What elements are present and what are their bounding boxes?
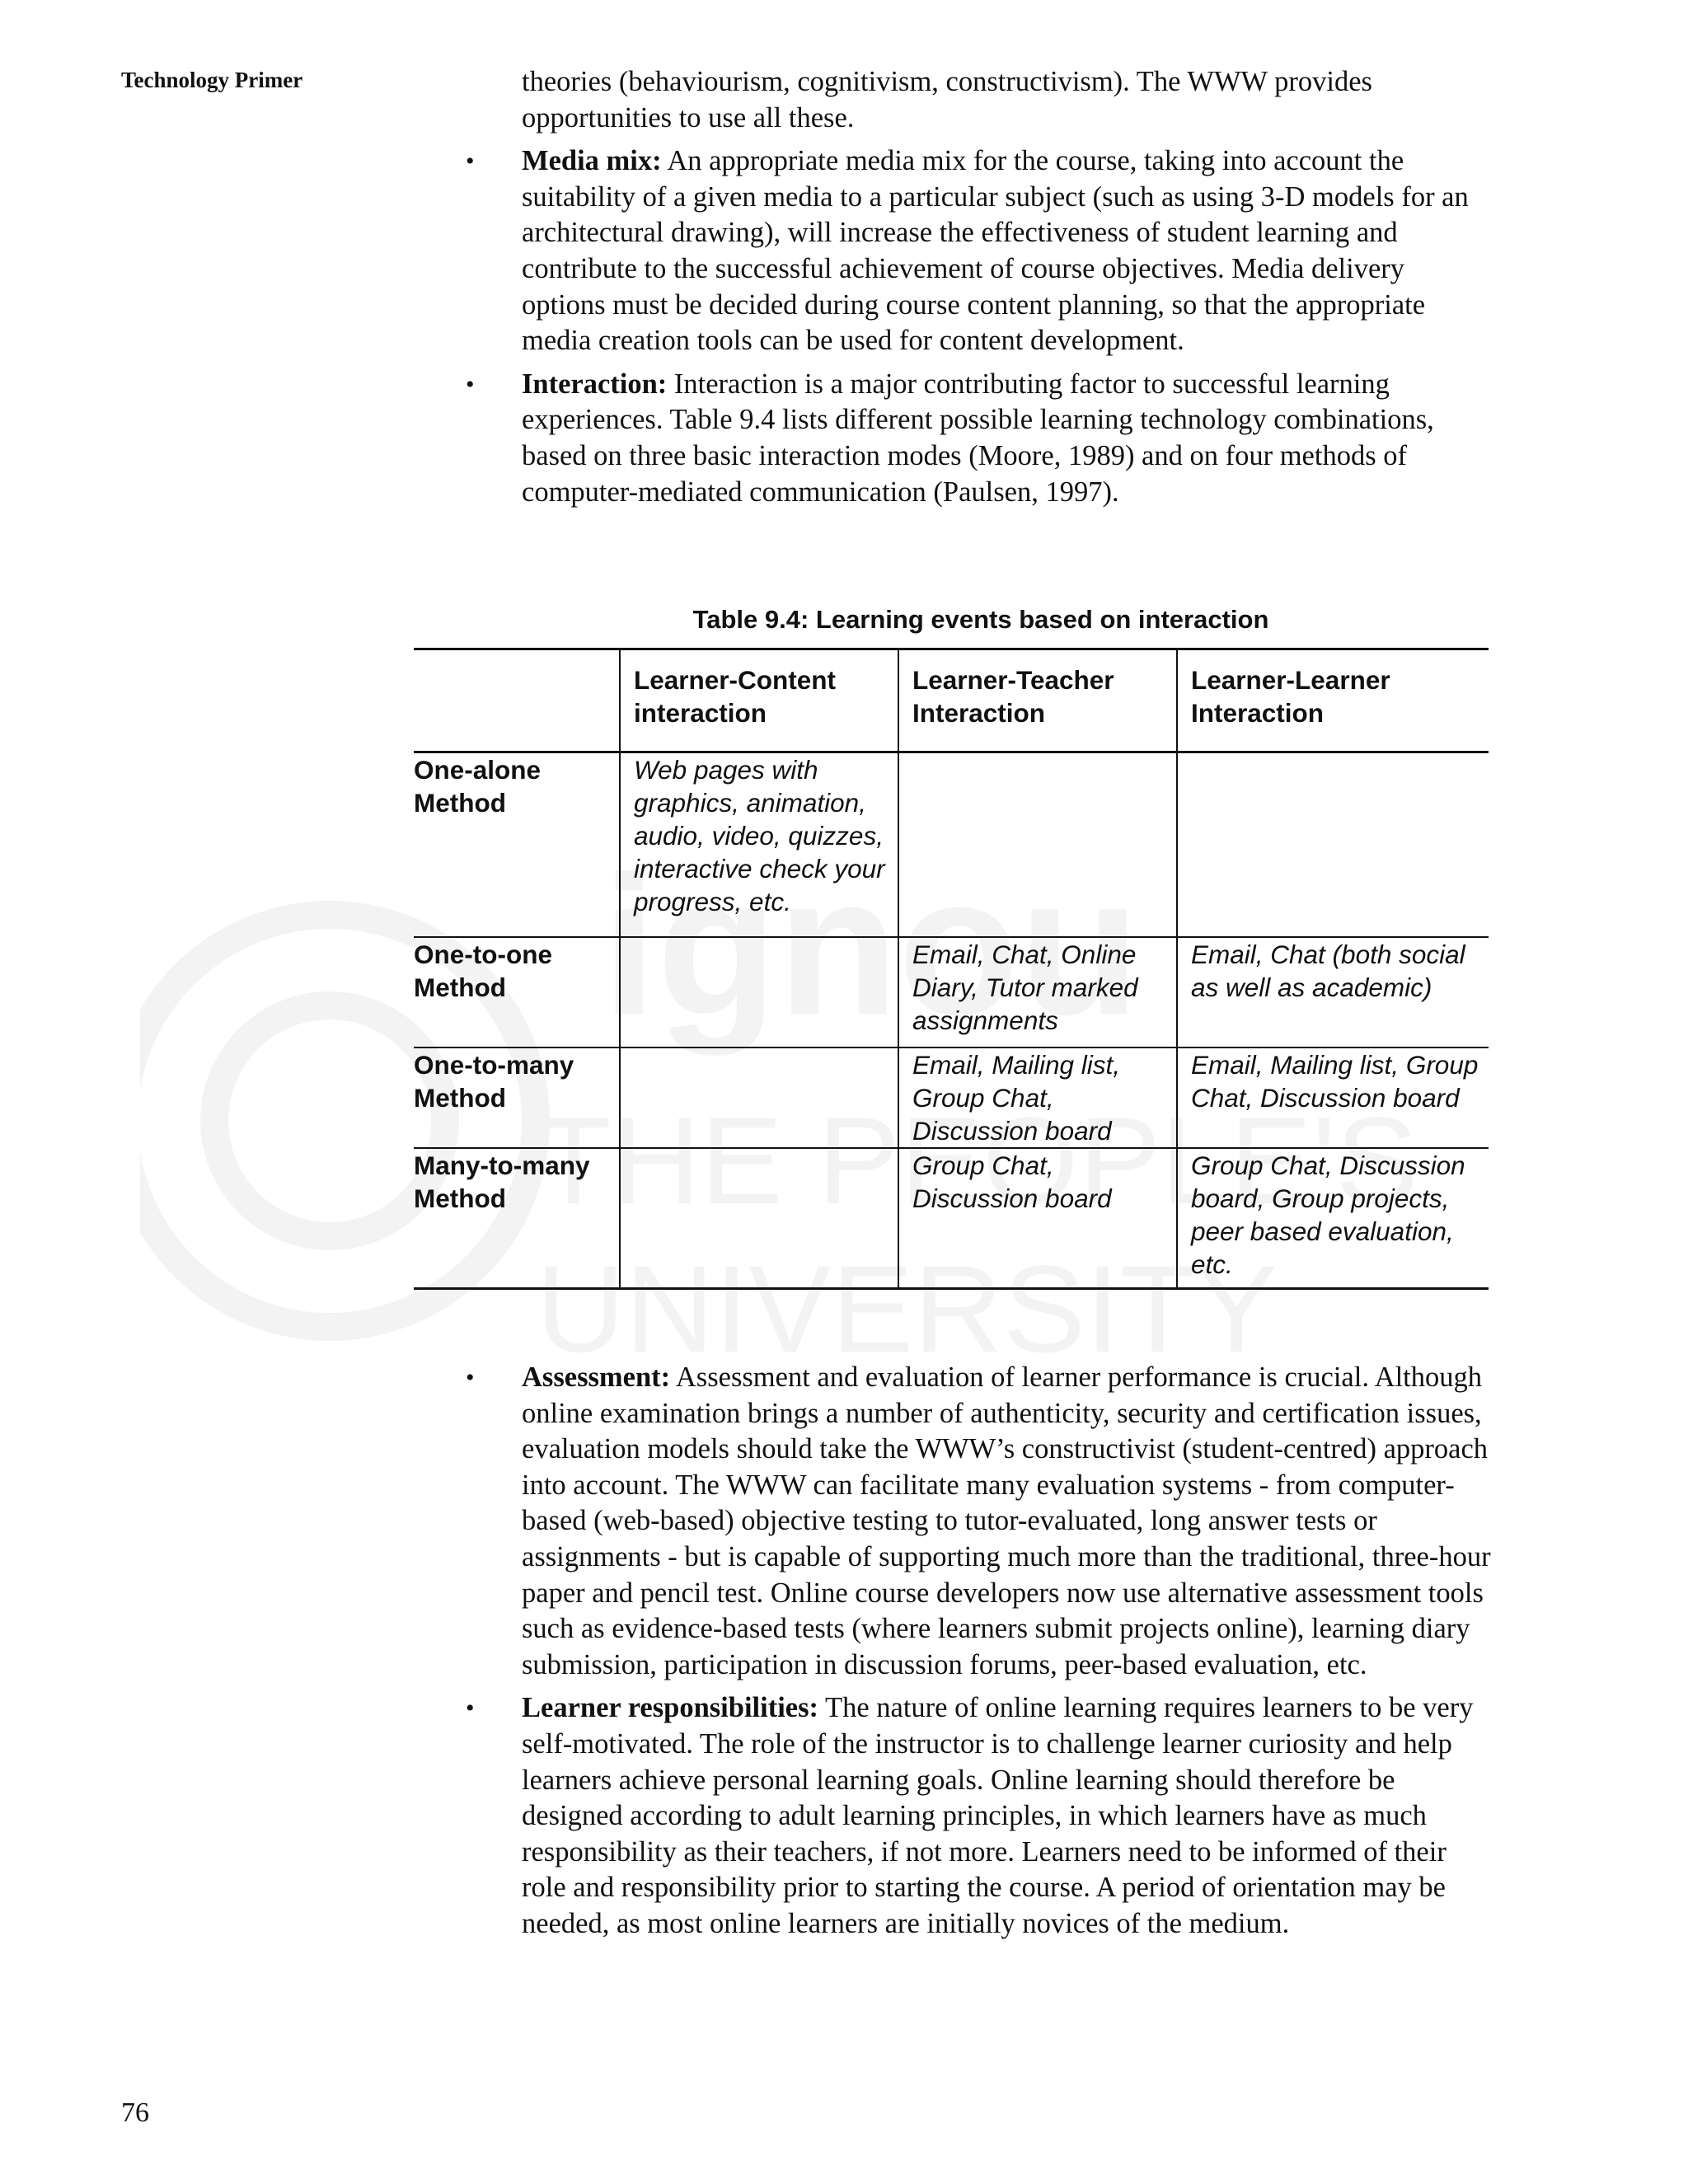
row-header-cell: One-to-one Method (414, 937, 620, 1047)
table-cell: Email, Mailing list, Group Chat, Discussion board (898, 1047, 1177, 1148)
row-header-cell: One-alone Method (414, 752, 620, 938)
bullet-term: Learner responsibilities: (522, 1692, 819, 1724)
table-cell: Group Chat, Discussion board (898, 1148, 1177, 1289)
bullet-dot-icon: • (466, 148, 475, 176)
bullet-text: An appropriate media mix for the course, taking into account the suitability of a given media to a particular subject (such as using 3-D models for an architectural drawing), will increase the effectiveness of student learning and contribute to the successful achievement of course objectives. Media delivery options must be decided during course content planning, so that the appropriate media creation tools can be used for content development. (522, 145, 1469, 357)
bullet-term: Media mix: (522, 145, 662, 177)
table-cell (620, 1148, 898, 1289)
body-text-top (466, 64, 1494, 510)
table-caption: Table 9.4: Learning events based on interaction (692, 605, 1269, 634)
bullet-term: Assessment: (522, 1361, 671, 1393)
table-header-row (414, 649, 1489, 752)
row-header-cell: Many-to-many Method (414, 1148, 620, 1289)
page-number: 76 (121, 2097, 149, 2128)
table-cell (898, 752, 1177, 938)
bullet-interaction (466, 367, 1494, 510)
bullet-dot-icon: • (466, 370, 475, 398)
table-cell: Email, Chat (both social as well as academic) (1177, 937, 1489, 1047)
table-cell: Email, Mailing list, Group Chat, Discussion board (1177, 1047, 1489, 1148)
table-header-cell: Learner-Content interaction (620, 649, 898, 752)
table-cell (620, 937, 898, 1047)
table-header-cell (414, 649, 620, 752)
bullet-text: The nature of online learning requires learners to be very self-motivated. The role of the instructor is to challenge learner curiosity and help learners achieve personal learning goals. Online learning should therefore be designed according to adult learning principles, in which learners have as much responsibility as their teachers, if not more. Learners need to be informed of their role and responsibility prior to starting the course. A period of orientation may be needed, as most online learners are initially novices of the medium. (522, 1692, 1474, 1939)
bullet-dot-icon: • (466, 1694, 475, 1722)
bullet-text: Interaction is a major contributing factor to successful learning experiences. Table 9.4 lists different possible learning technology combinations, based on three basic interaction modes (Moore, 1989) and on four methods of computer-mediated communication (Paulsen, 1997). (522, 368, 1434, 508)
table-cell (1177, 752, 1489, 938)
table-cell: Email, Chat, Online Diary, Tutor marked assignments (898, 937, 1177, 1047)
table-cell: Web pages with graphics, animation, audio, video, quizzes, interactive check your progress, etc. (620, 752, 898, 938)
bullet-text: Assessment and evaluation of learner performance is crucial. Although online examination brings a number of authenticity, security and certification issues, evaluation models should take the WWW’s constructivist (student-centred) approach into account. The WWW can facilitate many evaluation systems - from computer-based (web-based) objective testing to tutor-evaluated, long answer tests or assignments - but is capable of supporting much more than the traditional, three-hour paper and pencil test. Online course developers now use alternative assessment tools such as evidence-based tests (where learners submit projects online), learning diary submission, participation in discussion forums, peer-based evaluation, etc. (522, 1361, 1491, 1680)
table-row (414, 1148, 1489, 1289)
table-header-cell: Learner-Teacher Interaction (898, 649, 1177, 752)
table-row (414, 937, 1489, 1047)
bullet-dot-icon: • (466, 1364, 475, 1391)
intro-continuation: theories (behaviourism, cognitivism, constructivism). The WWW provides opportunities to use all these. (522, 66, 1372, 134)
running-head: Technology Primer (121, 68, 303, 92)
learning-events-table (414, 648, 1489, 1290)
body-text-bottom (466, 1352, 1494, 1943)
table-row (414, 1047, 1489, 1148)
bullet-assessment (466, 1360, 1494, 1683)
bullet-term: Interaction: (522, 368, 668, 400)
table-cell: Group Chat, Discussion board, Group projects, peer based evaluation, etc. (1177, 1148, 1489, 1289)
table-header-cell: Learner-Learner Interaction (1177, 649, 1489, 752)
bullet-learner-responsibilities (466, 1690, 1494, 1942)
bullet-media-mix (466, 143, 1494, 359)
table-cell (620, 1047, 898, 1148)
table-row (414, 752, 1489, 938)
row-header-cell: One-to-many Method (414, 1047, 620, 1148)
